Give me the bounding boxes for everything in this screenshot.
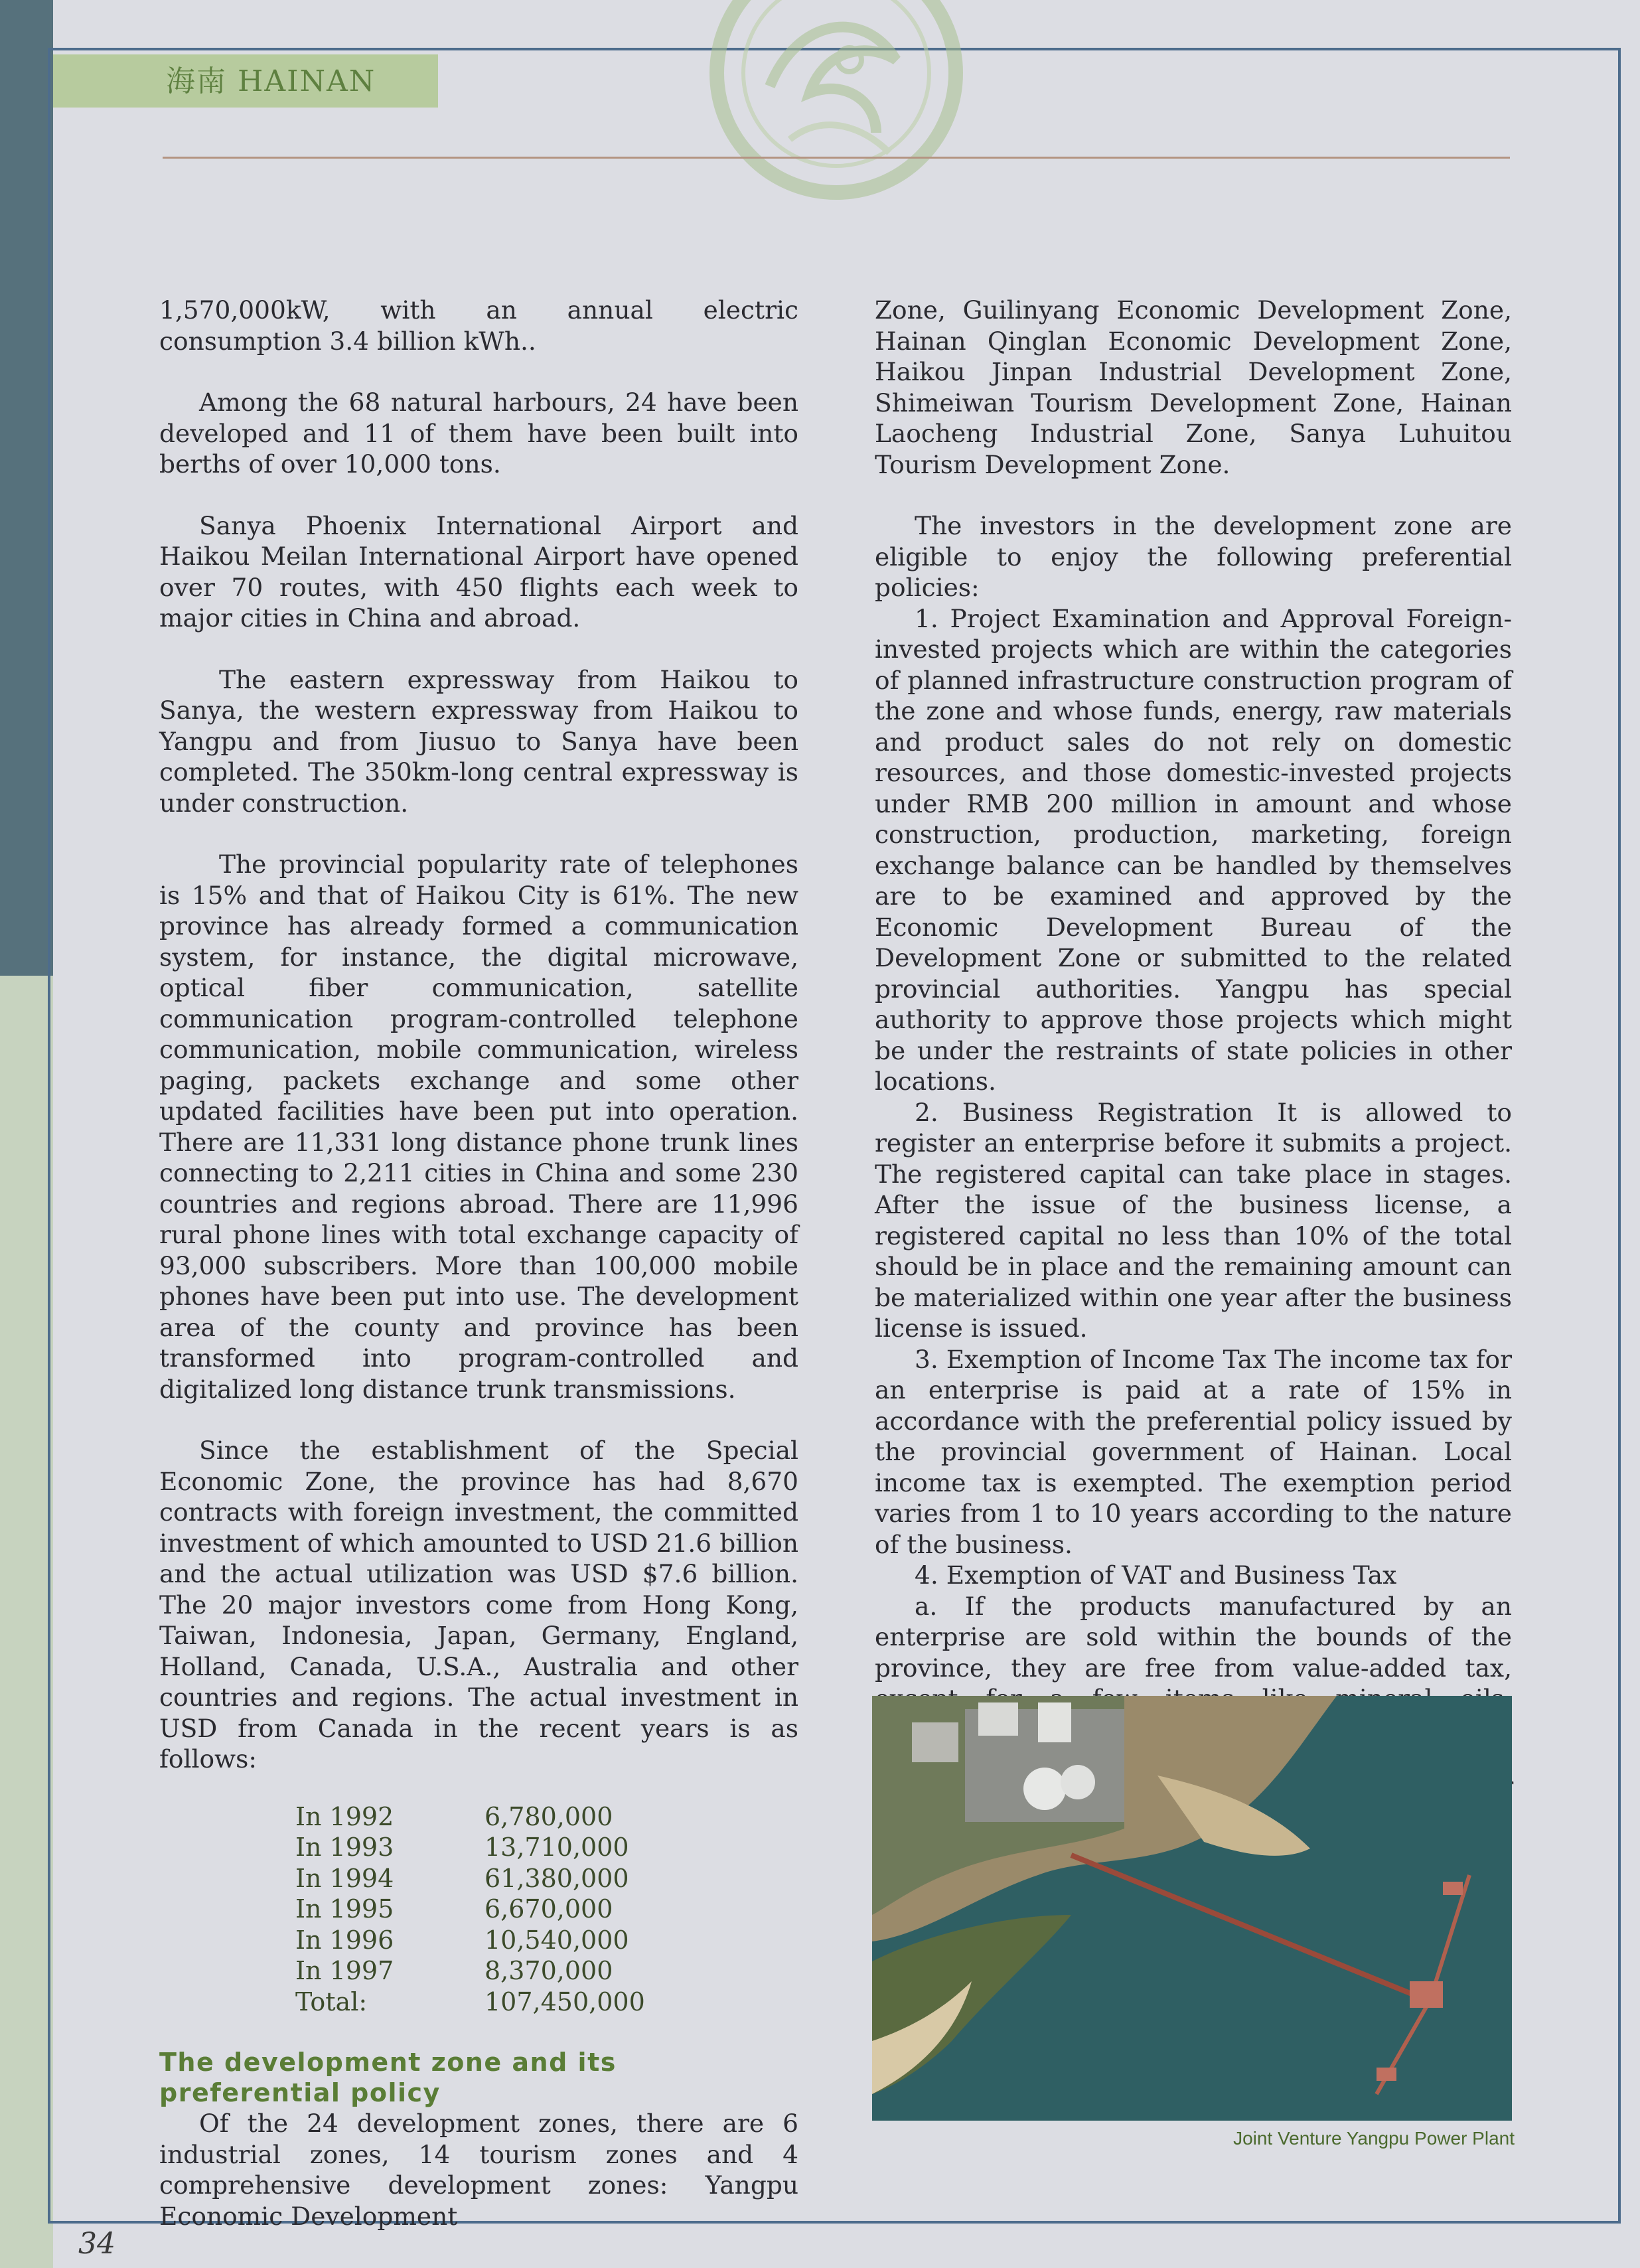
investment-amount: 10,540,000 [485, 1925, 629, 1955]
investment-year: In 1992 [295, 1801, 394, 1831]
paragraph: 2. Business Registration It is allowed to register an enterprise before it submits a project. The registered capital can take place in stages. After the issue of the business license, a registered capital no less than 10% of the total should be in place and the remaining amount can be materialized within one year after the business license is issued. [875, 1097, 1512, 1343]
side-band-bottom [0, 976, 53, 2268]
investment-amount: 61,380,000 [485, 1863, 629, 1893]
section-heading: The development zone and its preferential policy [159, 2048, 617, 2107]
paragraph: 3. Exemption of Income Tax The income tax for an enterprise is paid at a rate of 15% in accordance with the preferential policy issued by the provincial government of Hainan. Local income tax is exempted. The exemption period varies from 1 to 10 years according to the nature of the business. [875, 1344, 1512, 1559]
investment-year: In 1996 [295, 1925, 394, 1955]
paragraph: Sanya Phoenix International Airport and Haikou Meilan International Airport have opened over 70 routes, with 450 flights each week to major cities in China and abroad. [159, 510, 798, 633]
paragraph: 1. Project Examination and Approval Foreign-invested projects which are within the categories of planned infrastructure construction program of the zone and whose funds, energy, raw materials and product sales do not rely on domestic resources, and those domestic-invested projects under RMB 200 million in amount and whose construction, production, marketing, foreign exchange balance can be handled by themselves are to be examined and approved by the Economic Development Bureau of the Development Zone or submitted to the related provincial authorities. Yangpu has special authority to approve those projects which might be under the restraints of state policies in other locations. [875, 603, 1512, 1096]
investment-year: In 1997 [295, 1956, 394, 1985]
decorative-seal-emblem [690, 0, 982, 232]
header-label: 海南 HAINAN [166, 64, 376, 98]
aerial-photo-illustration [872, 1696, 1512, 2121]
paragraph: 4. Exemption of VAT and Business Tax [915, 1560, 1397, 1590]
paragraph: a. If the products manufactured by an enterprise are sold within the bounds of the province, they are free from value-added tax, [875, 1591, 1512, 1683]
investment-row [295, 1832, 798, 1863]
paragraph: Of the 24 development zones, there are 6 industrial zones, 14 tourism zones and 4 comprehensive development zones: Yangpu Economic Development [159, 2109, 798, 2231]
investment-amount: 6,780,000 [485, 1801, 613, 1831]
investment-amount: 13,710,000 [485, 1833, 629, 1862]
header-rule [163, 157, 1510, 159]
investment-row [295, 1863, 798, 1894]
side-band-top [0, 0, 53, 976]
investment-year: In 1994 [295, 1863, 394, 1893]
paragraph: Zone, Guilinyang Economic Development Zone, Hainan Qinglan Economic Development Zone, Haikou Jinpan Industrial Development Zone, Shimeiwan Tourism Development Zone, Hainan Laocheng Industrial Zone, Sanya Luhuitou Tourism Development Zone. [875, 295, 1512, 479]
investment-year: In 1993 [295, 1833, 394, 1862]
investment-table [295, 1801, 798, 2018]
investment-row [295, 1955, 798, 1987]
right-column [875, 295, 1512, 1838]
investment-amount: 8,370,000 [485, 1956, 613, 1985]
investment-year: Total: [295, 1987, 368, 2016]
paragraph: 1,570,000kW, with an annual electric consumption 3.4 billion kWh.. [159, 295, 798, 356]
investment-row [295, 1925, 798, 1956]
investment-row [295, 1894, 798, 1925]
paragraph: Among the 68 natural harbours, 24 have been developed and 11 of them have been built into berths of over 10,000 tons. [159, 388, 798, 479]
photo-caption: Joint Venture Yangpu Power Plant [1233, 2128, 1515, 2149]
investment-year: In 1995 [295, 1894, 394, 1924]
investment-amount: 107,450,000 [485, 1987, 645, 2016]
paragraph: The provincial popularity rate of telephones is 15% and that of Haikou City is 61%. The new province has already formed a communication system, for instance, the digital microwave, optical fiber communication, satellite communication program-controlled telephone communication, mobile communication, wireless paging, packets exchange and some other updated facilities have been put into operation. There are 11,331 long distance phone trunk lines connecting to 2,211 cities in China and some 230 countries and regions abroad. There are 11,996 rural phone lines with total exchange capacity of 93,000 subscribers. More than 100,000 mobile phones have been put into use. The development area of the county and province has been transformed into program-controlled and digitalized long distance trunk transmissions. [159, 850, 798, 1404]
paragraph: Since the establishment of the Special Economic Zone, the province has had 8,670 contracts with foreign investment, the committed investment of which amounted to USD 21.6 billion and the actual utilization was USD $7.6 billion. The 20 major investors come from Hong Kong, Taiwan, Indonesia, Japan, Germany, England, Holland, Canada, U.S.A., Australia and other countries and regions. The actual investment in USD from Canada in the recent years is as follows: [159, 1436, 798, 1774]
power-plant-photo [872, 1696, 1512, 2121]
investment-amount: 6,670,000 [485, 1894, 613, 1924]
page-number: 34 [78, 2227, 115, 2261]
left-column [159, 295, 798, 2231]
paragraph: The investors in the development zone are eligible to enjoy the following preferential policies: [875, 511, 1512, 602]
investment-row [295, 1801, 798, 1833]
paragraph: The eastern expressway from Haikou to Sanya, the western expressway from Haikou to Yangpu and from Jiusuo to Sanya have been completed. The 350km-long central expressway is under construction. [159, 664, 798, 818]
investment-total-row [295, 1987, 798, 2018]
